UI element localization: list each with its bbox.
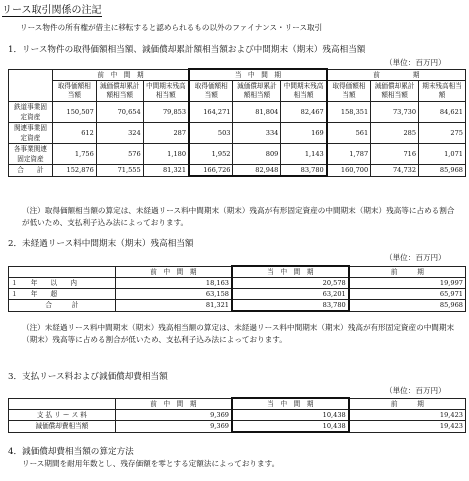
cell: 10,438 bbox=[232, 410, 349, 421]
cell: 65,971 bbox=[349, 289, 466, 300]
s2-corner bbox=[9, 266, 116, 278]
row-label: 減価償却費相当額 bbox=[9, 421, 116, 433]
cell: 63,158 bbox=[115, 289, 232, 300]
section-1-table bbox=[8, 68, 466, 177]
row-label: 関連事業固定資産 bbox=[9, 123, 53, 144]
cell: 164,271 bbox=[189, 102, 233, 123]
cell: 576 bbox=[96, 144, 143, 165]
section-2-unit: （単位：百万円） bbox=[385, 253, 446, 262]
s1-subhead: 減価償却累計額相当額 bbox=[233, 81, 281, 102]
cell: 561 bbox=[327, 123, 371, 144]
table-row-total bbox=[9, 300, 466, 312]
section-3-unit: （単位：百万円） bbox=[385, 386, 446, 395]
section-3-table bbox=[8, 397, 466, 433]
table-row bbox=[9, 289, 466, 300]
cell: 1,787 bbox=[327, 144, 371, 165]
cell: 324 bbox=[96, 123, 143, 144]
cell: 83,780 bbox=[281, 165, 327, 177]
s1-corner bbox=[9, 69, 53, 102]
s2-period-3: 前 期 bbox=[349, 266, 466, 278]
table-row bbox=[9, 123, 466, 144]
cell: 84,621 bbox=[419, 102, 466, 123]
cell: 79,853 bbox=[143, 102, 189, 123]
s1-subhead: 取得価額相当額 bbox=[189, 81, 233, 102]
cell: 19,423 bbox=[349, 410, 466, 421]
cell: 73,730 bbox=[371, 102, 419, 123]
cell: 166,726 bbox=[189, 165, 233, 177]
s1-period-1: 前 中 間 期 bbox=[52, 69, 189, 81]
cell: 160,700 bbox=[327, 165, 371, 177]
cell: 74,732 bbox=[371, 165, 419, 177]
s3-period-3: 前 期 bbox=[349, 398, 466, 410]
cell: 612 bbox=[52, 123, 96, 144]
section-4-text: リース期間を耐用年数とし、残存価額を零とする定額法によっております。 bbox=[22, 459, 280, 468]
cell: 275 bbox=[419, 123, 466, 144]
cell: 63,201 bbox=[232, 289, 349, 300]
section-2-table bbox=[8, 265, 466, 312]
cell: 19,997 bbox=[349, 278, 466, 289]
row-label: １ 年 超 bbox=[9, 289, 116, 300]
intro-text: リース物件の所有権が借主に移転すると認められるもの以外のファイナンス・リース取引 bbox=[20, 23, 323, 32]
cell: 716 bbox=[371, 144, 419, 165]
s1-subhead: 期末残高相当額 bbox=[419, 81, 466, 102]
cell: 81,321 bbox=[143, 165, 189, 177]
s2-period-2: 当 中 間 期 bbox=[232, 266, 349, 278]
table-row bbox=[9, 102, 466, 123]
table-row bbox=[9, 278, 466, 289]
cell: 81,804 bbox=[233, 102, 281, 123]
cell: 809 bbox=[233, 144, 281, 165]
row-label: １ 年 以 内 bbox=[9, 278, 116, 289]
cell: 85,968 bbox=[419, 165, 466, 177]
s1-period-3: 前 期 bbox=[327, 69, 466, 81]
section-1-heading: 1．リース物件の取得価額相当額、減価償却累計額相当額および中間期末（期末）残高相当額 bbox=[8, 45, 366, 55]
section-4-heading: 4．減価償却費相当額の算定方法 bbox=[8, 447, 134, 457]
section-2-note: （注）未経過リース料中間期末（期末）残高相当額の算定は、未経過リース料中間期末（期末）残高が有形固定資産の中間期末（期末）残高等に占める割合が低いため、支払利子込み法によっております。 bbox=[22, 323, 455, 344]
table-row bbox=[9, 410, 466, 421]
cell: 503 bbox=[189, 123, 233, 144]
cell: 1,071 bbox=[419, 144, 466, 165]
s3-period-2: 当 中 間 期 bbox=[232, 398, 349, 410]
section-2-heading: 2．未経過リース料中間期末（期末）残高相当額 bbox=[8, 239, 194, 249]
row-label: 支 払 リ ー ス 料 bbox=[9, 410, 116, 421]
cell: 18,163 bbox=[115, 278, 232, 289]
section-1-unit: （単位：百万円） bbox=[385, 58, 446, 67]
cell: 85,968 bbox=[349, 300, 466, 312]
s3-period-1: 前 中 間 期 bbox=[115, 398, 232, 410]
row-label: 各事業関連固定資産 bbox=[9, 144, 53, 165]
cell: 71,555 bbox=[96, 165, 143, 177]
cell: 19,423 bbox=[349, 421, 466, 433]
s1-subhead: 減価償却累計額相当額 bbox=[96, 81, 143, 102]
cell: 83,780 bbox=[232, 300, 349, 312]
cell: 1,143 bbox=[281, 144, 327, 165]
s1-subhead: 中間期末残高相当額 bbox=[143, 81, 189, 102]
cell: 70,654 bbox=[96, 102, 143, 123]
cell: 82,948 bbox=[233, 165, 281, 177]
cell: 9,369 bbox=[115, 421, 232, 433]
cell: 1,952 bbox=[189, 144, 233, 165]
cell: 82,467 bbox=[281, 102, 327, 123]
section-1-note: （注）取得価額相当額の算定は、未経過リース料中間期末（期末）残高が有形固定資産の中間期末（期末）残高等に占める割合が低いため、支払利子込み法によっております。 bbox=[22, 206, 455, 227]
table-row bbox=[9, 144, 466, 165]
s1-subhead: 取得価額相当額 bbox=[52, 81, 96, 102]
cell: 169 bbox=[281, 123, 327, 144]
cell: 158,351 bbox=[327, 102, 371, 123]
cell: 334 bbox=[233, 123, 281, 144]
row-label: 合 計 bbox=[9, 165, 53, 177]
cell: 81,321 bbox=[115, 300, 232, 312]
cell: 285 bbox=[371, 123, 419, 144]
cell: 1,180 bbox=[143, 144, 189, 165]
s1-subhead: 取得価額相当額 bbox=[327, 81, 371, 102]
cell: 20,578 bbox=[232, 278, 349, 289]
cell: 9,369 bbox=[115, 410, 232, 421]
cell: 1,756 bbox=[52, 144, 96, 165]
cell: 287 bbox=[143, 123, 189, 144]
s1-subhead: 減価償却累計額相当額 bbox=[371, 81, 419, 102]
s3-corner bbox=[9, 398, 116, 410]
cell: 152,876 bbox=[52, 165, 96, 177]
row-label: 合 計 bbox=[9, 300, 116, 312]
s1-subhead: 中間期末残高相当額 bbox=[281, 81, 327, 102]
table-row-total bbox=[9, 165, 466, 177]
table-row bbox=[9, 421, 466, 433]
row-label: 鉄道事業固定資産 bbox=[9, 102, 53, 123]
section-3-heading: 3．支払リース料および減価償却費相当額 bbox=[8, 372, 168, 382]
cell: 150,507 bbox=[52, 102, 96, 123]
cell: 10,438 bbox=[232, 421, 349, 433]
page-title: リース取引関係の注記 bbox=[2, 1, 102, 17]
s1-period-2: 当 中 間 期 bbox=[189, 69, 327, 81]
s2-period-1: 前 中 間 期 bbox=[115, 266, 232, 278]
